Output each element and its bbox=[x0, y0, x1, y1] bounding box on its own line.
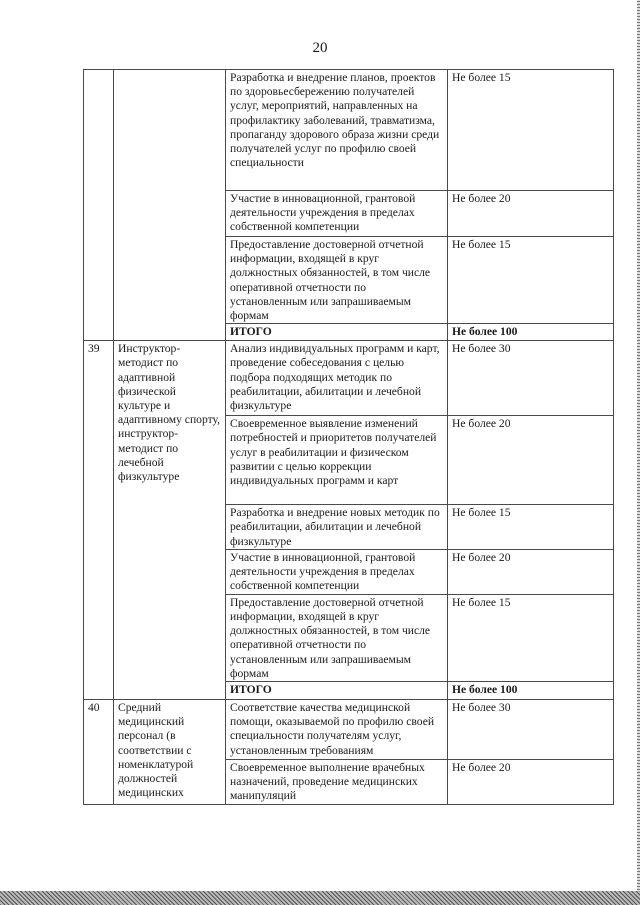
value-cell: Не более 15 bbox=[448, 594, 614, 681]
value-cell: Не более 20 bbox=[448, 549, 614, 594]
row-number-cell bbox=[84, 70, 114, 341]
criterion-cell: Своевременное выполнение врачебных назначений, проведение медицинских манипуляций bbox=[226, 760, 448, 805]
table-row bbox=[84, 700, 614, 760]
value-cell: Не более 15 bbox=[448, 505, 614, 550]
row-number-cell: 39 bbox=[84, 341, 114, 700]
criterion-cell: Предоставление достоверной отчетной информации, входящей в круг должностных обязанностей, в том числе оперативной отчетности по установленным или запрашиваемым формам bbox=[226, 237, 448, 324]
value-cell: Не более 20 bbox=[448, 191, 614, 237]
value-cell: Не более 30 bbox=[448, 341, 614, 416]
value-cell: Не более 30 bbox=[448, 700, 614, 760]
value-cell: Не более 15 bbox=[448, 237, 614, 324]
page-number: 20 bbox=[312, 40, 328, 56]
criterion-cell: Предоставление достоверной отчетной информации, входящей в круг должностных обязанностей, в том числе оперативной отчетности по установленным или запрашиваемым формам bbox=[226, 594, 448, 681]
total-value: Не более 100 bbox=[448, 324, 614, 341]
position-cell: Инструктор-методист по адаптивной физической культуре и адаптивному спорту, инструктор-методист по лечебной физкультуре bbox=[114, 341, 226, 700]
total-label: ИТОГО bbox=[226, 324, 448, 341]
criterion-cell: Разработка и внедрение планов, проектов по здоровьесбережению получателей услуг, мероприятий, направленных на профилактику заболеваний, травматизма, пропаганду здорового образа жизни среди получателей услуг по профилю своей специальности bbox=[226, 70, 448, 191]
scan-edge-bottom bbox=[0, 891, 640, 905]
criterion-cell: Соответствие качества медицинской помощи, оказываемой по профилю своей специальности получателям услуг, установленным требованиям bbox=[226, 700, 448, 760]
table-row bbox=[84, 341, 614, 416]
criterion-cell: Участие в инновационной, грантовой деятельности учреждения в пределах собственной компетенции bbox=[226, 549, 448, 594]
value-cell: Не более 15 bbox=[448, 70, 614, 191]
total-label: ИТОГО bbox=[226, 682, 448, 700]
position-cell: Средний медицинский персонал (в соответствии с номенклатурой должностей медицинских bbox=[114, 700, 226, 805]
total-value: Не более 100 bbox=[448, 682, 614, 700]
row-number-cell: 40 bbox=[84, 700, 114, 805]
value-cell: Не более 20 bbox=[448, 760, 614, 805]
criterion-cell: Участие в инновационной, грантовой деятельности учреждения в пределах собственной компетенции bbox=[226, 191, 448, 237]
criteria-table bbox=[83, 69, 614, 805]
value-cell: Не более 20 bbox=[448, 416, 614, 505]
criterion-cell: Своевременное выявление изменений потребностей и приоритетов получателей услуг в реабилитации и физическом развитии с целью коррекции индивидуальных программ и карт bbox=[226, 416, 448, 505]
table-row bbox=[84, 70, 614, 191]
criterion-cell: Разработка и внедрение новых методик по реабилитации, абилитации и лечебной физкультуре bbox=[226, 505, 448, 550]
position-cell bbox=[114, 70, 226, 341]
criterion-cell: Анализ индивидуальных программ и карт, проведение собеседования с целью подбора подходящих методик по реабилитации, абилитации и лечебной физкультуре bbox=[226, 341, 448, 416]
